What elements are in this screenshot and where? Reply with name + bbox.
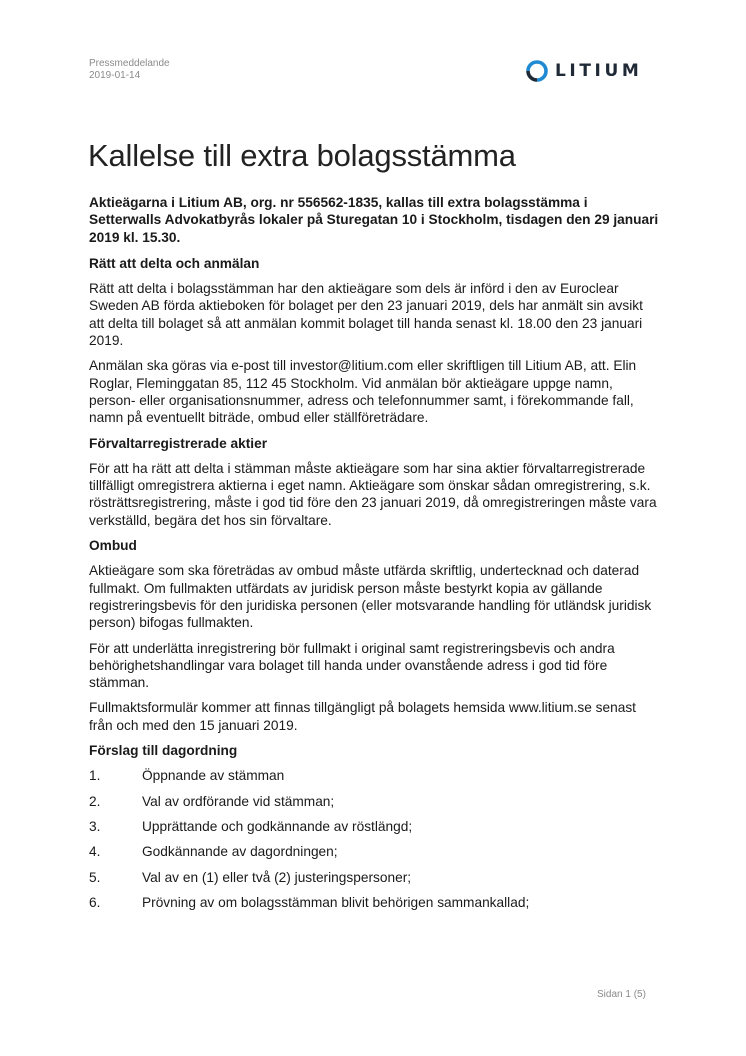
agenda-list xyxy=(89,767,659,911)
agenda-item-number: 6. xyxy=(89,894,101,910)
list-item xyxy=(89,818,659,835)
agenda-item-number: 3. xyxy=(89,818,101,834)
list-item xyxy=(89,843,659,860)
section-heading-proxy: Ombud xyxy=(89,538,137,554)
agenda-item-number: 1. xyxy=(89,768,101,784)
document-header xyxy=(89,58,170,82)
page-number: Sidan 1 (5) xyxy=(597,989,646,1000)
paragraph: För att ha rätt att delta i stämman måste aktieägare som har sina aktier förvaltarregistrerade tillfälligt omregistrera aktierna i eget namn. Aktieägare som önskar sådan omregistrering, s.k. rösträttsregistrering, måste i god tid före den 23 januari 2019, då omregistreringen måste vara verkställd, begära det hos sin förvaltare. xyxy=(89,460,657,528)
logo-wordmark: LITIUM xyxy=(555,61,643,81)
section-heading-participation: Rätt att delta och anmälan xyxy=(89,255,260,271)
paragraph: Rätt att delta i bolagsstämman har den aktieägare som dels är införd i den av Euroclear Sweden AB förda aktieboken för bolaget per den 23 januari 2019, dels har anmält sin avsikt att delta till bolaget så att anmälan kommit bolaget till handa senast kl. 18.00 den 23 januari 2019. xyxy=(89,281,643,349)
list-item xyxy=(89,793,659,810)
agenda-item-text: Upprättande och godkännande av röstlängd; xyxy=(142,818,413,834)
page-title: Kallelse till extra bolagsstämma xyxy=(88,138,516,173)
agenda-item-number: 2. xyxy=(89,793,101,809)
document-date: 2019-01-14 xyxy=(89,70,141,81)
litium-logo xyxy=(526,60,642,82)
document-body xyxy=(89,194,659,919)
agenda-item-text: Val av en (1) eller två (2) justeringspersoner; xyxy=(142,869,412,885)
paragraph: Anmälan ska göras via e-post till investor@litium.com eller skriftligen till Litium AB, att. Elin Roglar, Fleminggatan 85, 112 45 Stockholm. Vid anmälan bör aktieägare uppge namn, person- eller organisationsnummer, adress och telefonnummer samt, i förekommande fall, namn på eventuellt biträde, ombud eller ställföreträdare. xyxy=(89,358,637,426)
paragraph: För att underlätta inregistrering bör fullmakt i original samt registreringsbevis och andra behörighetshandlingar vara bolaget till handa under ovanstående adress i god tid före stämman. xyxy=(89,640,615,691)
section-heading-agenda: Förslag till dagordning xyxy=(89,743,238,759)
list-item xyxy=(89,869,659,886)
agenda-item-text: Prövning av om bolagsstämman blivit behörigen sammankallad; xyxy=(142,894,530,910)
document-type: Pressmeddelande xyxy=(89,58,170,69)
paragraph: Fullmaktsformulär kommer att finnas tillgängligt på bolagets hemsida www.litium.se senast från och med den 15 januari 2019. xyxy=(89,700,636,733)
paragraph: Aktieägare som ska företrädas av ombud måste utfärda skriftlig, undertecknad och daterad fullmakt. Om fullmakten utfärdats av juridisk person måste bestyrkt kopia av gällande registreringsbevis för den juridiska personen (eller motsvarande handling för utländsk juridisk person) bifogas fullmakten. xyxy=(89,563,652,631)
agenda-item-text: Öppnande av stämman xyxy=(142,768,285,784)
list-item xyxy=(89,767,659,784)
agenda-item-number: 4. xyxy=(89,844,101,860)
lead-paragraph: Aktieägarna i Litium AB, org. nr 556562-1835, kallas till extra bolagsstämma i Setterwalls Advokatbyrås lokaler på Sturegatan 10 i Stockholm, tisdagen den 29 januari 2019 kl. 15.30. xyxy=(89,195,659,245)
litium-logo-icon xyxy=(526,60,548,82)
list-item xyxy=(89,894,659,911)
agenda-item-text: Val av ordförande vid stämman; xyxy=(142,793,335,809)
agenda-item-text: Godkännande av dagordningen; xyxy=(142,844,338,860)
agenda-item-number: 5. xyxy=(89,869,101,885)
section-heading-nominee: Förvaltarregistrerade aktier xyxy=(89,435,268,451)
